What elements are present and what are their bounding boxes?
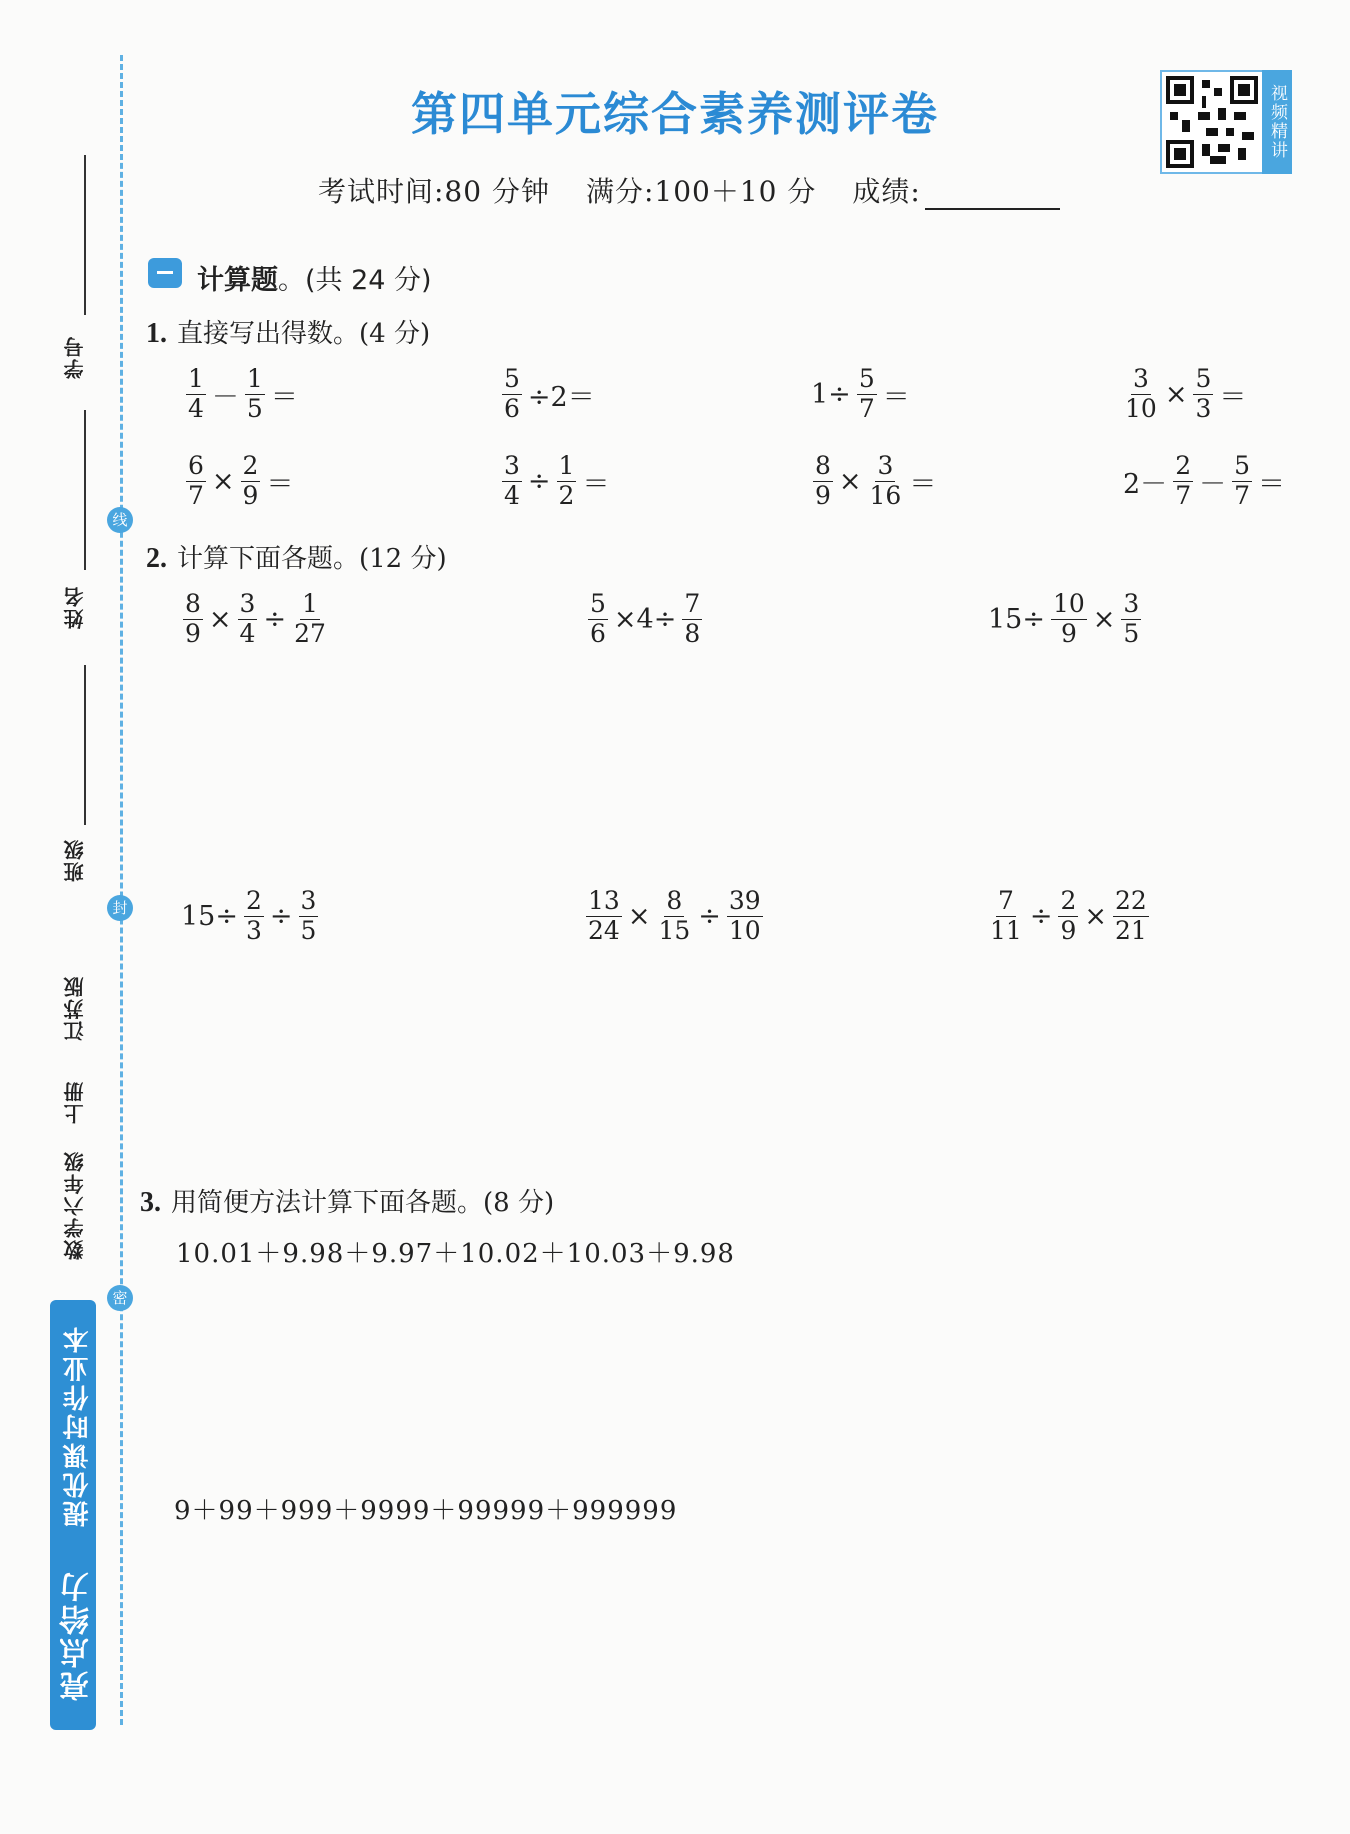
denominator: 16 [869, 480, 902, 510]
q2-item [583, 887, 766, 946]
numerator: 5 [858, 364, 875, 393]
operator: ÷ [269, 900, 293, 932]
numerator: 2 [1060, 886, 1077, 915]
exam-score-label: 成绩: [852, 175, 921, 208]
denominator: 21 [1114, 915, 1147, 945]
q3-item-1: 10.01＋9.98＋9.97＋10.02＋10.03＋9.98 [176, 1239, 735, 1269]
q2-item [178, 887, 321, 946]
denominator: 24 [588, 915, 620, 945]
q1-item [808, 365, 913, 424]
fraction [588, 590, 608, 649]
fraction [1123, 365, 1159, 424]
numerator: 2 [1175, 451, 1192, 480]
denominator: 4 [504, 480, 520, 510]
fraction [656, 887, 692, 946]
fraction [586, 887, 622, 946]
numerator: 1 [246, 364, 263, 393]
denominator: 7 [1175, 480, 1192, 510]
numerator: 8 [815, 451, 831, 480]
numerator: 3 [877, 451, 894, 480]
q1-item [499, 452, 612, 511]
numerator: 3 [1132, 364, 1149, 393]
binding-dashed-line [120, 55, 123, 1725]
question-3-text: 用简便方法计算下面各题。(8 分) [171, 1188, 555, 1218]
fraction [1173, 452, 1193, 511]
question-1-number: 1. [146, 318, 167, 349]
operator: × [838, 465, 862, 497]
operator: － [211, 381, 239, 413]
denominator: 7 [1234, 480, 1250, 510]
numerator: 5 [1234, 451, 1250, 480]
section-number-badge [148, 258, 182, 288]
denominator: 11 [990, 915, 1022, 945]
fraction [245, 365, 265, 424]
seal-mark-seal: 封 [107, 895, 133, 921]
denominator: 5 [300, 915, 317, 945]
denominator: 10 [728, 915, 761, 945]
operator: － [1199, 468, 1227, 500]
class-label: 班级 [63, 838, 87, 882]
denominator: 6 [590, 618, 606, 648]
question-2-text: 计算下面各题。(12 分) [177, 544, 447, 574]
name-line [84, 410, 86, 570]
denominator: 15 [658, 915, 691, 945]
q1-item [499, 365, 598, 424]
fraction [557, 452, 577, 511]
video-lecture-tag[interactable]: 视频精讲 [1262, 70, 1292, 174]
numerator: 2 [242, 451, 259, 480]
denominator: 7 [858, 393, 875, 423]
denominator: 7 [188, 480, 204, 510]
question-2-title [146, 538, 447, 575]
operator: 2－ [1123, 468, 1168, 500]
numerator: 3 [1123, 589, 1140, 618]
q2-item [985, 887, 1152, 946]
score-blank [925, 180, 1060, 210]
fraction [727, 887, 763, 946]
exam-info [318, 170, 1096, 210]
numerator: 8 [666, 886, 683, 915]
operator: ＝ [1258, 468, 1285, 500]
numerator: 3 [239, 589, 256, 618]
q1-item [810, 452, 939, 511]
volume-label: 上册 [63, 1080, 87, 1124]
operator: × [208, 603, 232, 635]
denominator: 10 [1125, 393, 1157, 423]
name-label: 姓名 [63, 585, 87, 629]
exam-time: 考试时间:80 分钟 [318, 175, 550, 208]
fraction [1113, 887, 1149, 946]
q2-item [585, 590, 705, 649]
fraction [299, 887, 319, 946]
q1-item [1120, 365, 1249, 424]
q1-item [183, 452, 296, 511]
seal-mark-line: 线 [107, 507, 133, 533]
numerator: 3 [504, 451, 520, 480]
fraction [1232, 452, 1252, 511]
fraction [502, 365, 522, 424]
operator: ÷2＝ [527, 381, 595, 413]
numerator: 39 [728, 886, 761, 915]
numerator: 5 [590, 589, 606, 618]
fraction [813, 452, 833, 511]
fraction [682, 590, 702, 649]
denominator: 27 [294, 618, 326, 648]
fraction [502, 452, 522, 511]
q2-item [985, 590, 1144, 649]
denominator: 9 [185, 618, 201, 648]
qr-code-icon[interactable] [1160, 70, 1264, 174]
numerator: 1 [188, 364, 204, 393]
denominator: 8 [684, 618, 701, 648]
operator: ×4÷ [613, 603, 677, 635]
numerator: 7 [997, 886, 1014, 915]
numerator: 3 [300, 886, 317, 915]
q2-item [180, 590, 331, 649]
operator: ＝ [1219, 381, 1247, 413]
brand-text [56, 1312, 100, 1712]
fraction [238, 590, 258, 649]
brand-name: 提优课时作业本 [63, 1323, 93, 1527]
numerator: 13 [588, 886, 620, 915]
denominator: 5 [246, 393, 263, 423]
numerator: 1 [302, 589, 318, 618]
denominator: 9 [242, 480, 259, 510]
fraction [1058, 887, 1078, 946]
operator: × [1092, 603, 1116, 635]
q3-item-2: 9＋99＋999＋9999＋99999＋999999 [174, 1496, 678, 1526]
q1-item [1120, 452, 1288, 511]
fraction [244, 887, 264, 946]
fraction [186, 365, 206, 424]
page-title: 第四单元综合素养测评卷 [411, 87, 939, 141]
seal-mark-secret: 密 [107, 1285, 133, 1311]
exam-full-score: 满分:100＋10 分 [585, 175, 817, 208]
denominator: 3 [1195, 393, 1212, 423]
denominator: 6 [504, 393, 520, 423]
denominator: 5 [1123, 618, 1140, 648]
section-points: 。(共 24 分) [278, 265, 432, 296]
fraction [857, 365, 877, 424]
numerator: 6 [188, 451, 204, 480]
class-line [84, 665, 86, 825]
operator: ÷ [698, 900, 721, 932]
edition-label: 江苏版 [63, 975, 87, 1041]
operator: ＝ [582, 468, 610, 500]
section-title-text: 计算题 [197, 265, 278, 296]
question-2-number: 2. [146, 543, 167, 574]
operator: ＝ [882, 381, 910, 413]
operator: × [627, 900, 651, 932]
fraction [186, 452, 206, 511]
q1-item [183, 365, 301, 424]
numerator: 2 [245, 886, 262, 915]
brand-logo: 亮点给力 [60, 1568, 95, 1701]
operator: × [211, 465, 235, 497]
fraction [868, 452, 904, 511]
denominator: 9 [815, 480, 831, 510]
question-1-text: 直接写出得数。(4 分) [177, 319, 431, 349]
operator: ÷ [263, 603, 287, 635]
operator: ＝ [270, 381, 298, 413]
student-no-label: 学号 [63, 335, 87, 379]
fraction [1121, 590, 1141, 649]
numerator: 22 [1114, 886, 1147, 915]
denominator: 4 [188, 393, 204, 423]
denominator: 9 [1060, 618, 1077, 648]
question-3-number: 3. [140, 1187, 161, 1218]
numerator: 1 [558, 451, 575, 480]
section-title [197, 258, 432, 297]
denominator: 3 [245, 915, 262, 945]
grade-label: 数学六年级 [63, 1150, 87, 1260]
operator: 1÷ [811, 378, 851, 410]
brand-banner [50, 1300, 96, 1730]
student-no-line [84, 155, 86, 315]
numerator: 7 [684, 589, 701, 618]
denominator: 2 [558, 480, 575, 510]
fraction [1051, 590, 1087, 649]
question-1-title [146, 313, 430, 350]
operator: ＝ [909, 468, 937, 500]
numerator: 10 [1052, 589, 1085, 618]
operator: 15÷ [181, 900, 238, 932]
numerator: 8 [185, 589, 201, 618]
fraction [183, 590, 203, 649]
operator: × [1084, 900, 1107, 932]
fraction [1193, 365, 1213, 424]
fraction [988, 887, 1024, 946]
numerator: 5 [504, 364, 520, 393]
fraction [292, 590, 328, 649]
operator: ＝ [266, 468, 294, 500]
operator: × [1164, 378, 1188, 410]
numerator: 5 [1195, 364, 1212, 393]
fraction [241, 452, 261, 511]
denominator: 4 [239, 618, 256, 648]
operator: ÷ [527, 465, 551, 497]
operator: 15÷ [988, 603, 1045, 635]
denominator: 9 [1060, 915, 1077, 945]
question-3-title [140, 1182, 554, 1219]
operator: ÷ [1029, 900, 1053, 932]
